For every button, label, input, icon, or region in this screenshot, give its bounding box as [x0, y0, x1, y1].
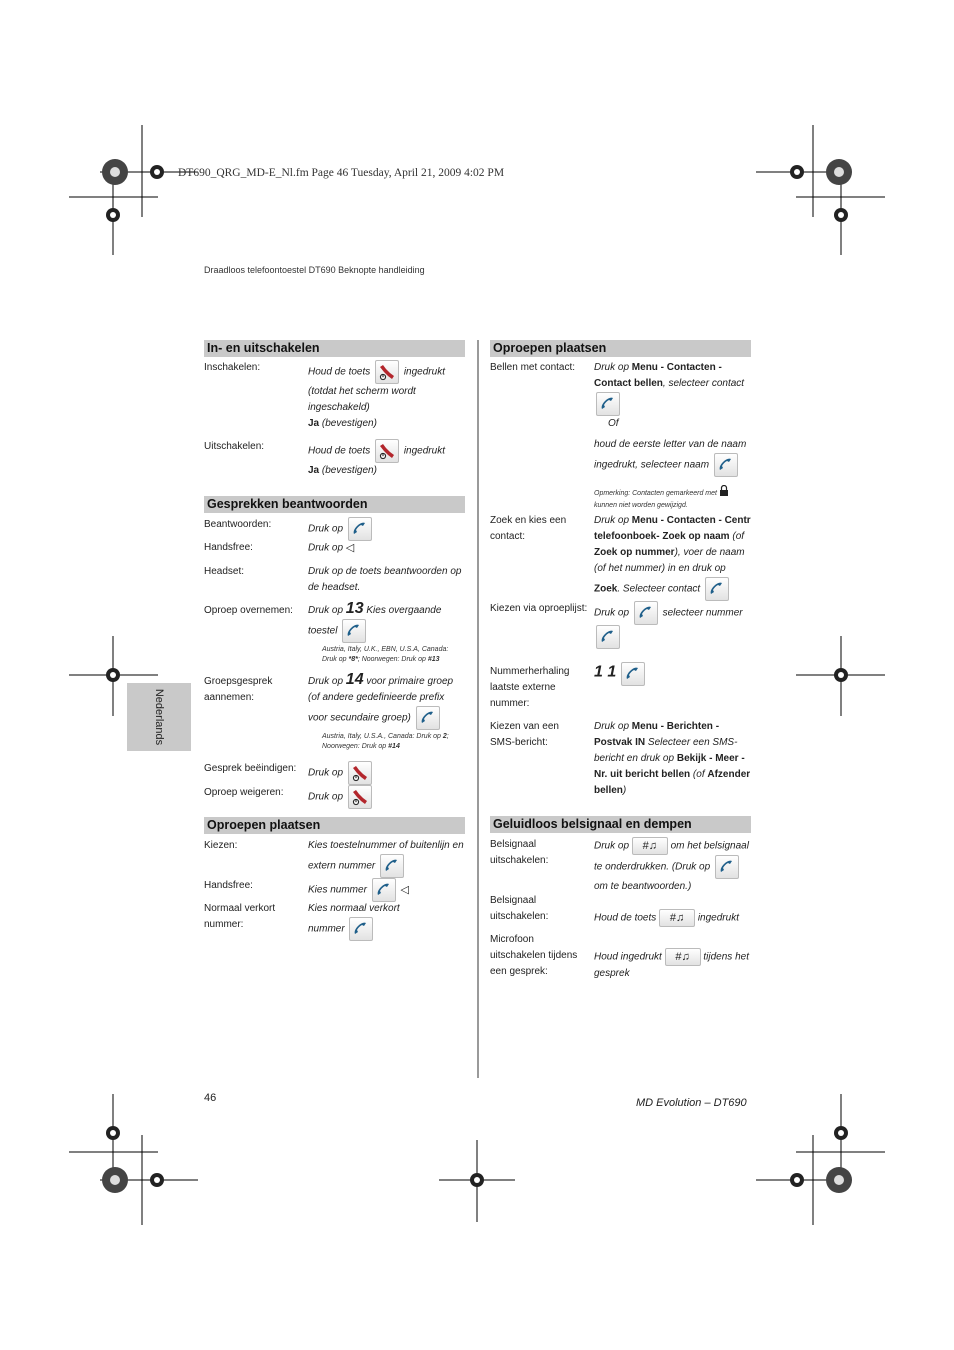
handsfree-icon: ◁	[400, 884, 409, 896]
call-key-icon	[596, 625, 620, 649]
value-nummerherhaling: 1 1	[594, 662, 647, 686]
value-inschakelen-ja: Ja (bevestigen)	[308, 418, 377, 429]
label-microfoon: Microfoon uitschakelen tijdens een gesprek:	[490, 934, 578, 977]
label-uitschakelen: Uitschakelen:	[204, 441, 265, 452]
label-beantwoorden: Beantwoorden:	[204, 519, 272, 530]
value-oproep-weigeren: Druk op	[308, 785, 374, 809]
running-head: Draadloos telefoontoestel DT690 Beknopte handleiding	[204, 265, 425, 275]
label-handsfree-kiezen: Handsfree:	[204, 880, 253, 891]
call-key-icon	[621, 662, 645, 686]
end-call-key-icon	[375, 439, 399, 463]
label-verkort-nummer: Normaal verkort nummer:	[204, 903, 276, 930]
section-header-beantwoorden: Gesprekken beantwoorden	[204, 496, 465, 513]
label-belsignaal-1: Belsignaal uitschakelen:	[490, 839, 549, 866]
section-header-geluidloos: Geluidloos belsignaal en dempen	[490, 816, 751, 833]
footer-title: MD Evolution – DT690	[636, 1097, 747, 1109]
value-verkort-nummer: Kies normaal verkort nummer	[308, 901, 418, 941]
mute-key-icon: #♫	[659, 909, 695, 927]
value-microfoon: Houd ingedrukt #♫ tijdens het gesprek	[594, 948, 752, 982]
call-key-icon	[342, 619, 366, 643]
handsfree-icon: ◁	[345, 542, 355, 554]
label-zoek-en-kies: Zoek en kies een contact:	[490, 515, 567, 542]
call-key-icon	[380, 854, 404, 878]
label-belsignaal-2: Belsignaal uitschakelen:	[490, 895, 549, 922]
value-uitschakelen-ja: Ja (bevestigen)	[308, 465, 377, 476]
section-header-in-uit: In- en uitschakelen	[204, 340, 465, 357]
value-uitschakelen: Houd de toets ingedrukt	[308, 439, 468, 463]
call-key-icon	[348, 517, 372, 541]
call-key-icon	[416, 706, 440, 730]
call-key-icon	[372, 878, 396, 902]
call-key-icon	[634, 601, 658, 625]
lock-icon	[719, 485, 729, 501]
call-key-icon	[714, 453, 738, 477]
end-call-key-icon	[375, 360, 399, 384]
value-belsignaal-2: Houd de toets #♫ ingedrukt	[594, 909, 752, 927]
value-sms-bericht: Druk op Menu - Berichten - Postvak IN Selecteer een SMS-bericht en druk op Bekijk - Meer - Nr. uit bericht bellen (of Afzender bellen)	[594, 721, 751, 796]
mute-key-icon: #♫	[632, 837, 668, 855]
call-key-icon	[705, 577, 729, 601]
page-number: 46	[204, 1092, 217, 1104]
file-info-line: DT690_QRG_MD-E_Nl.fm Page 46 Tuesday, April 21, 2009 4:02 PM	[178, 167, 505, 179]
value-belsignaal-1: Druk op #♫ om het belsignaal te onderdrukken. (Druk op om te beantwoorden.)	[594, 837, 752, 895]
mute-key-icon: #♫	[665, 948, 701, 966]
value-groepsgesprek: Druk op 14 voor primaire groep (of andere gedefinieerde prefix voor secundaire groep)	[308, 672, 466, 730]
label-groepsgesprek: Groepsgesprek aannemen:	[204, 676, 273, 703]
value-handsfree-kiezen: Kies nummer ◁	[308, 878, 409, 902]
note-contacten: Opmerking: Contacten gemarkeerd met kunnen niet worden gewijzigd.	[594, 485, 744, 511]
label-nummerherhaling: Nummerherhaling laatste externe nummer:	[490, 666, 570, 709]
label-handsfree: Handsfree:	[204, 542, 253, 553]
value-headset: Druk op de toets beantwoorden op de headset.	[308, 566, 462, 593]
label-oproep-overnemen: Oproep overnemen:	[204, 605, 293, 616]
label-kiezen: Kiezen:	[204, 840, 238, 851]
end-call-key-icon	[348, 761, 372, 785]
value-bellen-naam: houd de eerste letter van de naam ingedrukt, selecteer naam	[594, 437, 752, 477]
call-key-icon	[715, 855, 739, 879]
label-inschakelen: Inschakelen:	[204, 362, 261, 373]
column-divider	[477, 340, 479, 1078]
value-oproeplijst: Druk op selecteer nummer	[594, 601, 752, 649]
value-kiezen: Kies toestelnummer of buitenlijn en extern nummer	[308, 838, 468, 878]
value-zoek-en-kies: Druk op Menu - Contacten - Centr telefoonboek- Zoek op naam (of Zoek op nummer), voer de naam (of het nummer) in en druk op Zoek. Selecteer contact	[594, 513, 752, 601]
label-gesprek-beeindigen: Gesprek beëindigen:	[204, 763, 297, 774]
section-header-oproepen-plaatsen-left: Oproepen plaatsen	[204, 817, 465, 834]
call-key-icon	[349, 917, 373, 941]
value-beantwoorden: Druk op	[308, 517, 374, 541]
value-gesprek-beeindigen: Druk op	[308, 761, 374, 785]
section-header-oproepen-plaatsen-right: Oproepen plaatsen	[490, 340, 751, 357]
language-tab-label: Nederlands	[153, 688, 165, 746]
value-bellen-met-contact: Druk op Menu - Contacten - Contact bellen, selecteer contact Of	[594, 362, 745, 429]
note-oproep-overnemen: Austria, Italy, U.K., EBN, U.S.A, Canada: Druk op *8*; Noorwegen: Druk op #13	[322, 646, 449, 663]
label-oproep-weigeren: Oproep weigeren:	[204, 787, 284, 798]
note-groepsgesprek: Austria, Italy, U.S.A., Canada: Druk op 2; Noorwegen: Druk op #14	[322, 733, 449, 750]
label-sms-bericht: Kiezen van een SMS-bericht:	[490, 721, 559, 748]
end-call-key-icon	[348, 785, 372, 809]
label-bellen-met-contact: Bellen met contact:	[490, 362, 576, 373]
label-oproeplijst: Kiezen via oproeplijst:	[490, 603, 588, 614]
value-inschakelen: Houd de toets ingedrukt (totdat het scherm wordt ingeschakeld)	[308, 360, 468, 416]
value-handsfree: Druk op ◁	[308, 542, 355, 554]
label-headset: Headset:	[204, 566, 245, 577]
value-oproep-overnemen: Druk op 13 Kies overgaande toestel	[308, 601, 466, 643]
call-key-icon	[596, 392, 620, 416]
